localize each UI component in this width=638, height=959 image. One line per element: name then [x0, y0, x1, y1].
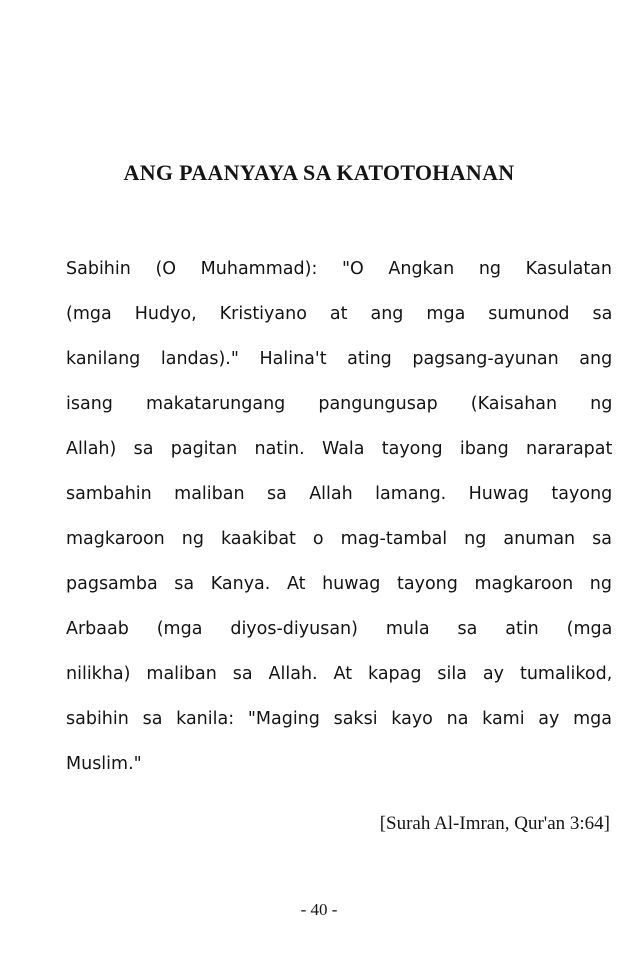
body-line: Muslim."	[66, 754, 142, 774]
body-line: Allah) sa pagitan natin. Wala tayong ibang nararapat	[66, 439, 613, 459]
body-line: Sabihin (O Muhammad): "O Angkan ng Kasulatan	[66, 259, 612, 279]
verse-citation: [Surah Al-Imran, Qur'an 3:64]	[379, 813, 610, 834]
body-paragraph	[66, 247, 612, 787]
body-line: isang makatarungang pangungusap (Kaisahan ng	[66, 394, 613, 414]
body-line: pagsamba sa Kanya. At huwag tayong magkaroon ng	[66, 574, 612, 594]
body-line: (mga Hudyo, Kristiyano at ang mga sumunod sa	[66, 304, 613, 324]
body-line: Arbaab (mga diyos-diyusan) mula sa atin (mga	[66, 619, 613, 639]
page-number: - 40 -	[300, 900, 338, 919]
body-line: magkaroon ng kaakibat o mag-tambal ng anuman sa	[66, 529, 612, 549]
body-line: nilikha) maliban sa Allah. At kapag sila ay tumalikod,	[66, 664, 613, 684]
body-line: sambahin maliban sa Allah lamang. Huwag tayong	[66, 484, 613, 504]
page-title: ANG PAANYAYA SA KATOTOHANAN	[123, 160, 515, 185]
body-line: sabihin sa kanila: "Maging saksi kayo na kami ay mga	[66, 709, 612, 729]
body-line: kanilang landas)." Halina't ating pagsang-ayunan ang	[66, 349, 613, 369]
